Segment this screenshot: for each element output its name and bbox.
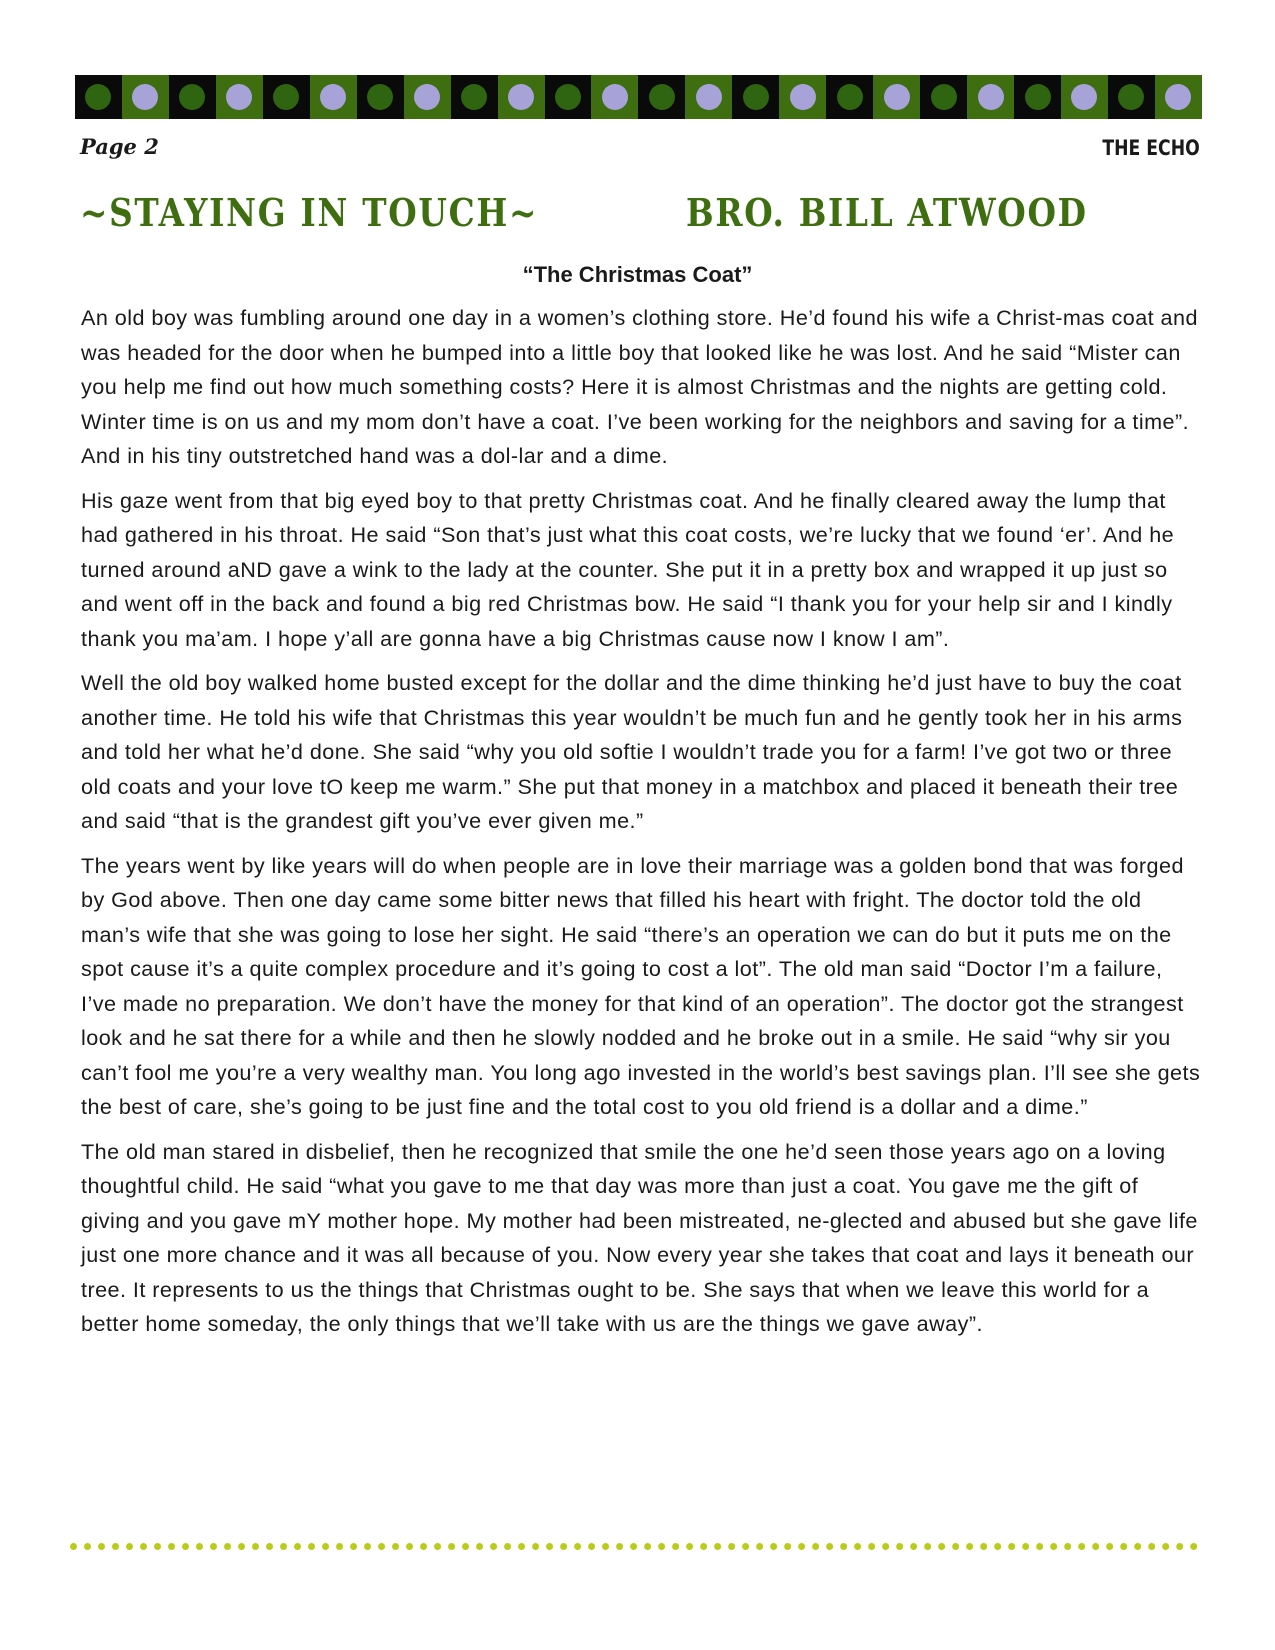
newsletter-name: THE ECHO [1102,136,1200,160]
band-dot [367,84,393,110]
band-dot [1071,84,1097,110]
story-paragraph: The years went by like years will do when people are in love their marriage was a golden bond that was forged by God above. Then one day came some bitter news that filled his heart with fright. The doctor told the old man’s wife that she was going to lose her sight. He said “there’s an operation we can do but it puts me on the spot cause it’s a quite complex procedure and it’s going to cost a lot”. The old man said “Doctor I’m a failure, I’ve made no preparation. We don’t have the money for that kind of an operation”. The doctor got the strangest look and he sat there for a while and then he slowly nodded and he broke out in a smile. He said “why sir you can’t fool me you’re a very wealthy man. You long ago invested in the world’s best savings plan. I’ll see she gets the best of care, she’s going to be just fine and the total cost to you old friend is a dollar and a dime.” [81,852,1201,1119]
band-dot [179,84,205,110]
band-dot [461,84,487,110]
story-paragraph: His gaze went from that big eyed boy to that pretty Christmas coat. And he finally cleared away the lump that had gathered in his throat. He said “Son that’s just what this coat costs, we’re lucky that we found ‘er’. And he turned around aND gave a wink to the lady at the counter. She put it in a pretty box and wrapped it up just so and went off in the back and found a big red Christmas bow. He said “I thank you for your help sir and I kindly thank you ma’am. I hope y’all are gonna have a big Christmas cause now I know I am”. [81,487,1175,651]
band-cell [779,75,826,119]
band-cell [685,75,732,119]
band-cell [498,75,545,119]
band-cell [591,75,638,119]
band-dot [931,84,957,110]
band-cell [122,75,169,119]
story-title: “The Christmas Coat” [522,262,753,287]
band-dot [696,84,722,110]
band-dot [649,84,675,110]
band-cell [1108,75,1155,119]
band-cell [451,75,498,119]
story-paragraph: Well the old boy walked home busted except for the dollar and the dime thinking he’d just have to buy the coat another time. He told his wife that Christmas this year wouldn’t be much fun and he gently took her in his arms and told her what he’d done. She said “why you old softie I wouldn’t trade you for a farm! I’ve got two or three old coats and your love tO keep me warm.” She put that money in a matchbox and placed it beneath their tree and said “that is the grandest gift you’ve ever given me.” [81,670,1183,833]
band-dot [602,84,628,110]
band-dot [884,84,910,110]
band-dot [226,84,252,110]
band-dot [1165,84,1191,110]
band-dot [555,84,581,110]
band-dot [837,84,863,110]
band-cell [169,75,216,119]
band-cell [404,75,451,119]
band-dot [1025,84,1051,110]
band-cell [1155,75,1202,119]
author-name: BRO. BILL ATWOOD [686,190,1088,235]
band-dot [508,84,534,110]
footer-dotted-rule [70,1543,1198,1550]
section-title: ~STAYING IN TOUCH~ [80,190,539,235]
band-dot [273,84,299,110]
band-dot [1118,84,1144,110]
band-cell [873,75,920,119]
band-dot [790,84,816,110]
band-cell [1061,75,1108,119]
band-cell [1014,75,1061,119]
band-cell [638,75,685,119]
band-cell [310,75,357,119]
band-cell [545,75,592,119]
band-cell [75,75,122,119]
header-dot-band [75,75,1202,119]
band-dot [85,84,111,110]
band-cell [263,75,310,119]
story-paragraph: The old man stared in disbelief, then he recognized that smile the one he’d seen those years ago on a loving thoughtful child. He said “what you gave to me that day was more than just a coat. You gave me the gift of giving and you gave mY mother hope. My mother had been mistreated, ne-glected and abused but she gave life just one more chance and it was all because of you. Now every year she takes that coat and lays it beneath our tree. It represents to us the things that Christmas ought to be. She says that when we leave this world for a better home someday, the only things that we’ll take with us are the things we gave away”. [81,1138,1198,1336]
band-dot [132,84,158,110]
band-cell [732,75,779,119]
story-paragraph: An old boy was fumbling around one day in a women’s clothing store. He’d found his wife a Christ-mas coat and was headed for the door when he bumped into a little boy that looked like he was lost. And he said “Mister can you help me find out how much something costs? Here it is almost Christmas and the nights are getting cold. Winter time is on us and my mom don’t have a coat. I’ve been working for the neighbors and saving for a time”. And in his tiny outstretched hand was a dol-lar and a dime. [81,305,1198,468]
band-cell [357,75,404,119]
band-dot [320,84,346,110]
band-dot [978,84,1004,110]
page-number: Page 2 [80,134,159,159]
band-dot [414,84,440,110]
band-cell [920,75,967,119]
band-cell [826,75,873,119]
story-body [81,301,1201,1352]
band-dot [743,84,769,110]
band-cell [216,75,263,119]
band-cell [967,75,1014,119]
